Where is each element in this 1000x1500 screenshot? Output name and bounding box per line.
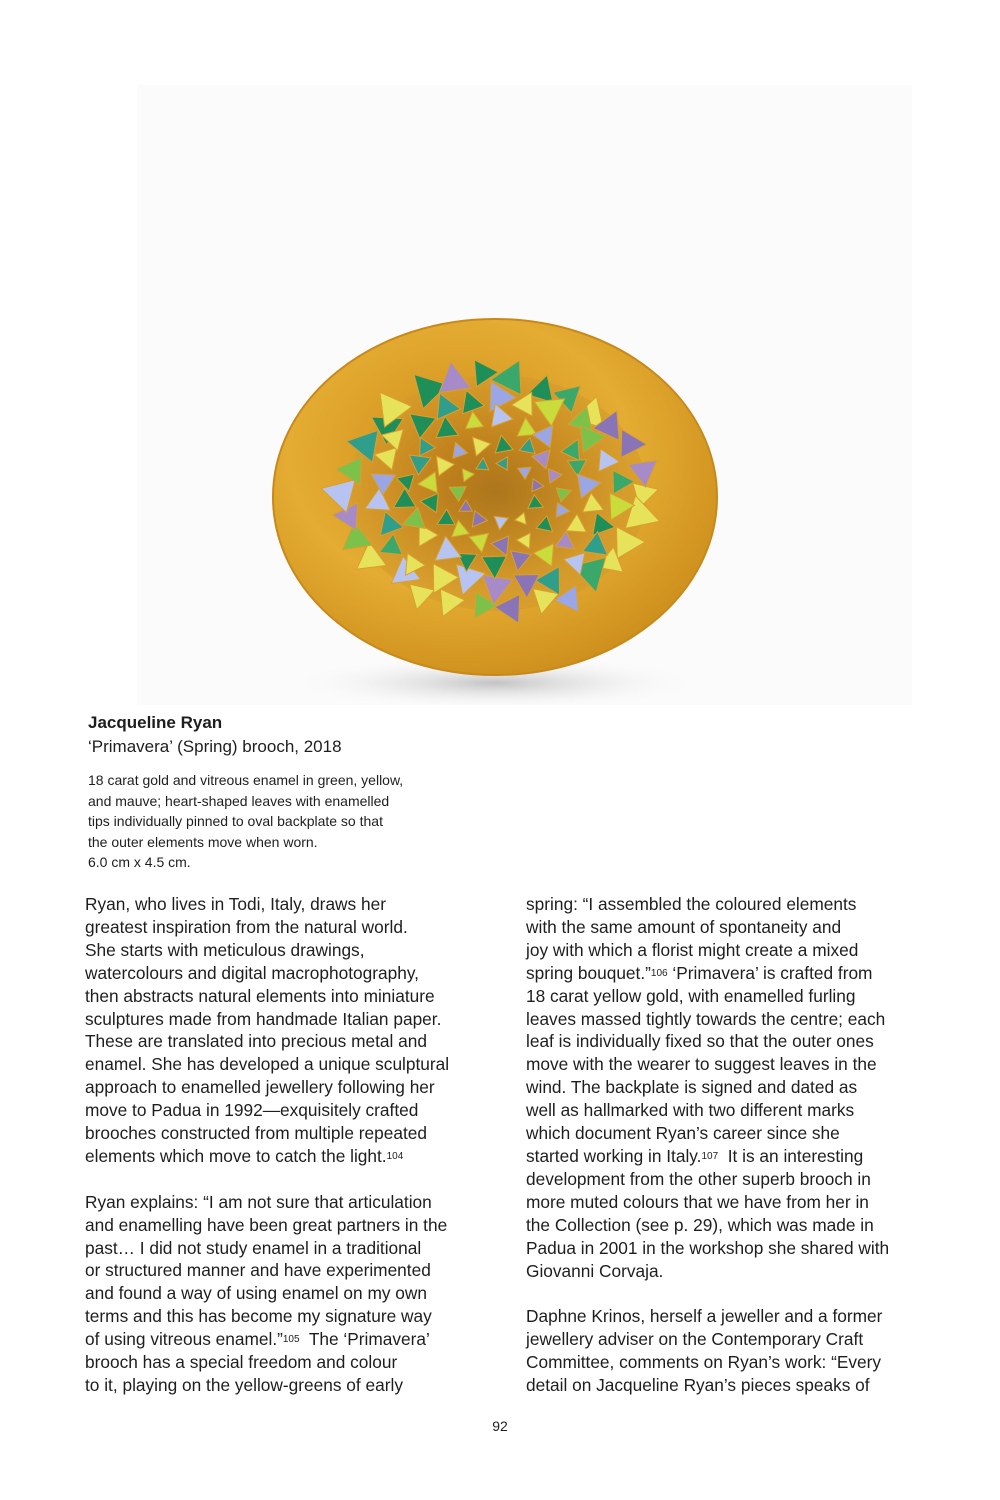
line-text: Committee, comments on Ryan’s work: “Every [526, 1352, 882, 1373]
caption-line: 18 carat gold and vitreous enamel in green, yellow, [88, 772, 404, 788]
body-text-line [526, 1030, 926, 1053]
line-text: with the same amount of spontaneity and [526, 916, 842, 937]
body-text-line [526, 985, 926, 1008]
body-text-line [85, 1099, 485, 1122]
line-text: which document Ryan’s career since she [526, 1123, 840, 1144]
caption-artist: Jacqueline Ryan [88, 713, 223, 732]
body-text-line [526, 1351, 926, 1374]
line-text: leaf is individually fixed so that the outer ones [526, 1031, 874, 1052]
line-text-continued: ‘Primavera’ is crafted from [667, 962, 873, 983]
line-text: wind. The backplate is signed and dated as [526, 1077, 858, 1098]
caption-line: and mauve; heart-shaped leaves with enamelled [88, 792, 390, 809]
brooch-photo [137, 85, 912, 705]
line-text: of using vitreous enamel.” [85, 1329, 283, 1350]
line-text: brooches constructed from multiple repeated [85, 1123, 427, 1144]
body-text-line [526, 1008, 926, 1031]
body-text-line [85, 1145, 485, 1168]
paragraph-break [526, 1282, 926, 1305]
line-text: move with the wearer to suggest leaves in the [526, 1054, 877, 1075]
body-text-line [526, 1145, 926, 1168]
body-text-line [85, 1053, 485, 1076]
line-text: 18 carat yellow gold, with enamelled furling [526, 985, 856, 1006]
body-text-line [526, 1328, 926, 1351]
body-text-line [526, 962, 926, 985]
line-text: Giovanni Corvaja. [526, 1260, 664, 1281]
line-text: Daphne Krinos, herself a jeweller and a former [526, 1306, 883, 1327]
body-text-line [85, 1305, 485, 1328]
line-text: or structured manner and have experimented [85, 1260, 431, 1281]
body-text-line [85, 1259, 485, 1282]
body-text-line [526, 1053, 926, 1076]
line-text: then abstracts natural elements into miniature [85, 985, 435, 1006]
line-text: well as hallmarked with two different marks [526, 1100, 855, 1121]
body-text-line [85, 1214, 485, 1237]
body-text-line [85, 1282, 485, 1305]
body-text-line [85, 1328, 485, 1351]
line-text: more muted colours that we have from her in [526, 1191, 869, 1212]
body-text-line [526, 1191, 926, 1214]
page-number: 92 [492, 1418, 508, 1434]
line-text: These are translated into precious metal and [85, 1031, 427, 1052]
line-text: joy with which a florist might create a mixed [526, 939, 859, 960]
body-text-line [85, 1237, 485, 1260]
body-text-line [85, 1351, 485, 1374]
line-text: approach to enamelled jewellery following her [85, 1077, 435, 1098]
body-text-line [85, 939, 485, 962]
line-text: She starts with meticulous drawings, [85, 939, 365, 960]
caption-title: ‘Primavera’ (Spring) brooch, 2018 [88, 737, 342, 756]
line-text: Padua in 2001 in the workshop she shared with [526, 1237, 890, 1258]
figure-caption [88, 712, 468, 873]
body-text-line [85, 1122, 485, 1145]
body-text-line [526, 893, 926, 916]
body-text-line [85, 1076, 485, 1099]
line-text: jewellery adviser on the Contemporary Craft [526, 1329, 864, 1350]
line-text: started working in Italy. [526, 1145, 702, 1166]
body-text-line [85, 916, 485, 939]
line-text: enamel. She has developed a unique sculptural [85, 1054, 450, 1075]
line-text: past… I did not study enamel in a traditional [85, 1237, 422, 1258]
line-text: Ryan explains: “I am not sure that articulation [85, 1191, 432, 1212]
footnote-marker: 104 [386, 1150, 404, 1162]
body-text-line [85, 1191, 485, 1214]
line-text: spring: “I assembled the coloured elements [526, 894, 857, 914]
line-text: detail on Jacqueline Ryan’s pieces speaks of [526, 1375, 870, 1396]
body-column-right [526, 893, 926, 1397]
body-text-line [526, 1374, 926, 1397]
body-column-left [85, 893, 485, 1397]
line-text: move to Padua in 1992—exquisitely crafted [85, 1100, 419, 1121]
line-text: watercolours and digital macrophotography, [85, 962, 419, 983]
body-text-line [85, 985, 485, 1008]
line-text: brooch has a special freedom and colour [85, 1352, 398, 1373]
body-text-line [526, 1214, 926, 1237]
line-text-continued: The ‘Primavera’ [299, 1329, 430, 1350]
line-text: the Collection (see p. 29), which was made in [526, 1214, 874, 1235]
caption-description [88, 770, 468, 873]
body-text-line [526, 1237, 926, 1260]
body-text-line [526, 1305, 926, 1328]
body-text-line [526, 1076, 926, 1099]
line-text: and found a way of using enamel on my own [85, 1283, 427, 1304]
caption-line: the outer elements move when worn. [88, 833, 318, 850]
body-text-line [526, 939, 926, 962]
body-text-line [85, 1030, 485, 1053]
footnote-marker: 107 [701, 1150, 719, 1162]
body-text-line [526, 1168, 926, 1191]
caption-line: tips individually pinned to oval backplate so that [88, 813, 383, 829]
body-text-line [526, 1099, 926, 1122]
line-text: Ryan, who lives in Todi, Italy, draws her [85, 894, 386, 914]
footnote-marker: 106 [650, 967, 668, 979]
body-text-line [85, 893, 485, 916]
line-text-continued: It is an interesting [718, 1145, 864, 1166]
body-text-line [85, 1374, 485, 1397]
line-text: greatest inspiration from the natural world. [85, 916, 408, 937]
brooch-illustration [137, 85, 912, 705]
body-text-line [85, 1008, 485, 1031]
body-text-line [85, 962, 485, 985]
line-text: leaves massed tightly towards the centre; each [526, 1008, 886, 1029]
caption-line: 6.0 cm x 4.5 cm. [88, 854, 191, 870]
line-text: elements which move to catch the light. [85, 1145, 387, 1166]
line-text: terms and this has become my signature way [85, 1306, 432, 1327]
line-text: sculptures made from handmade Italian paper. [85, 1008, 442, 1029]
footnote-marker: 105 [282, 1334, 300, 1346]
paragraph-break [85, 1168, 485, 1191]
body-text-line [526, 1122, 926, 1145]
line-text: development from the other superb brooch in [526, 1168, 871, 1189]
line-text: to it, playing on the yellow-greens of early [85, 1375, 403, 1396]
line-text: spring bouquet.” [526, 962, 651, 983]
body-text-line [526, 916, 926, 939]
body-text-line [526, 1260, 926, 1283]
line-text: and enamelling have been great partners in the [85, 1214, 448, 1235]
